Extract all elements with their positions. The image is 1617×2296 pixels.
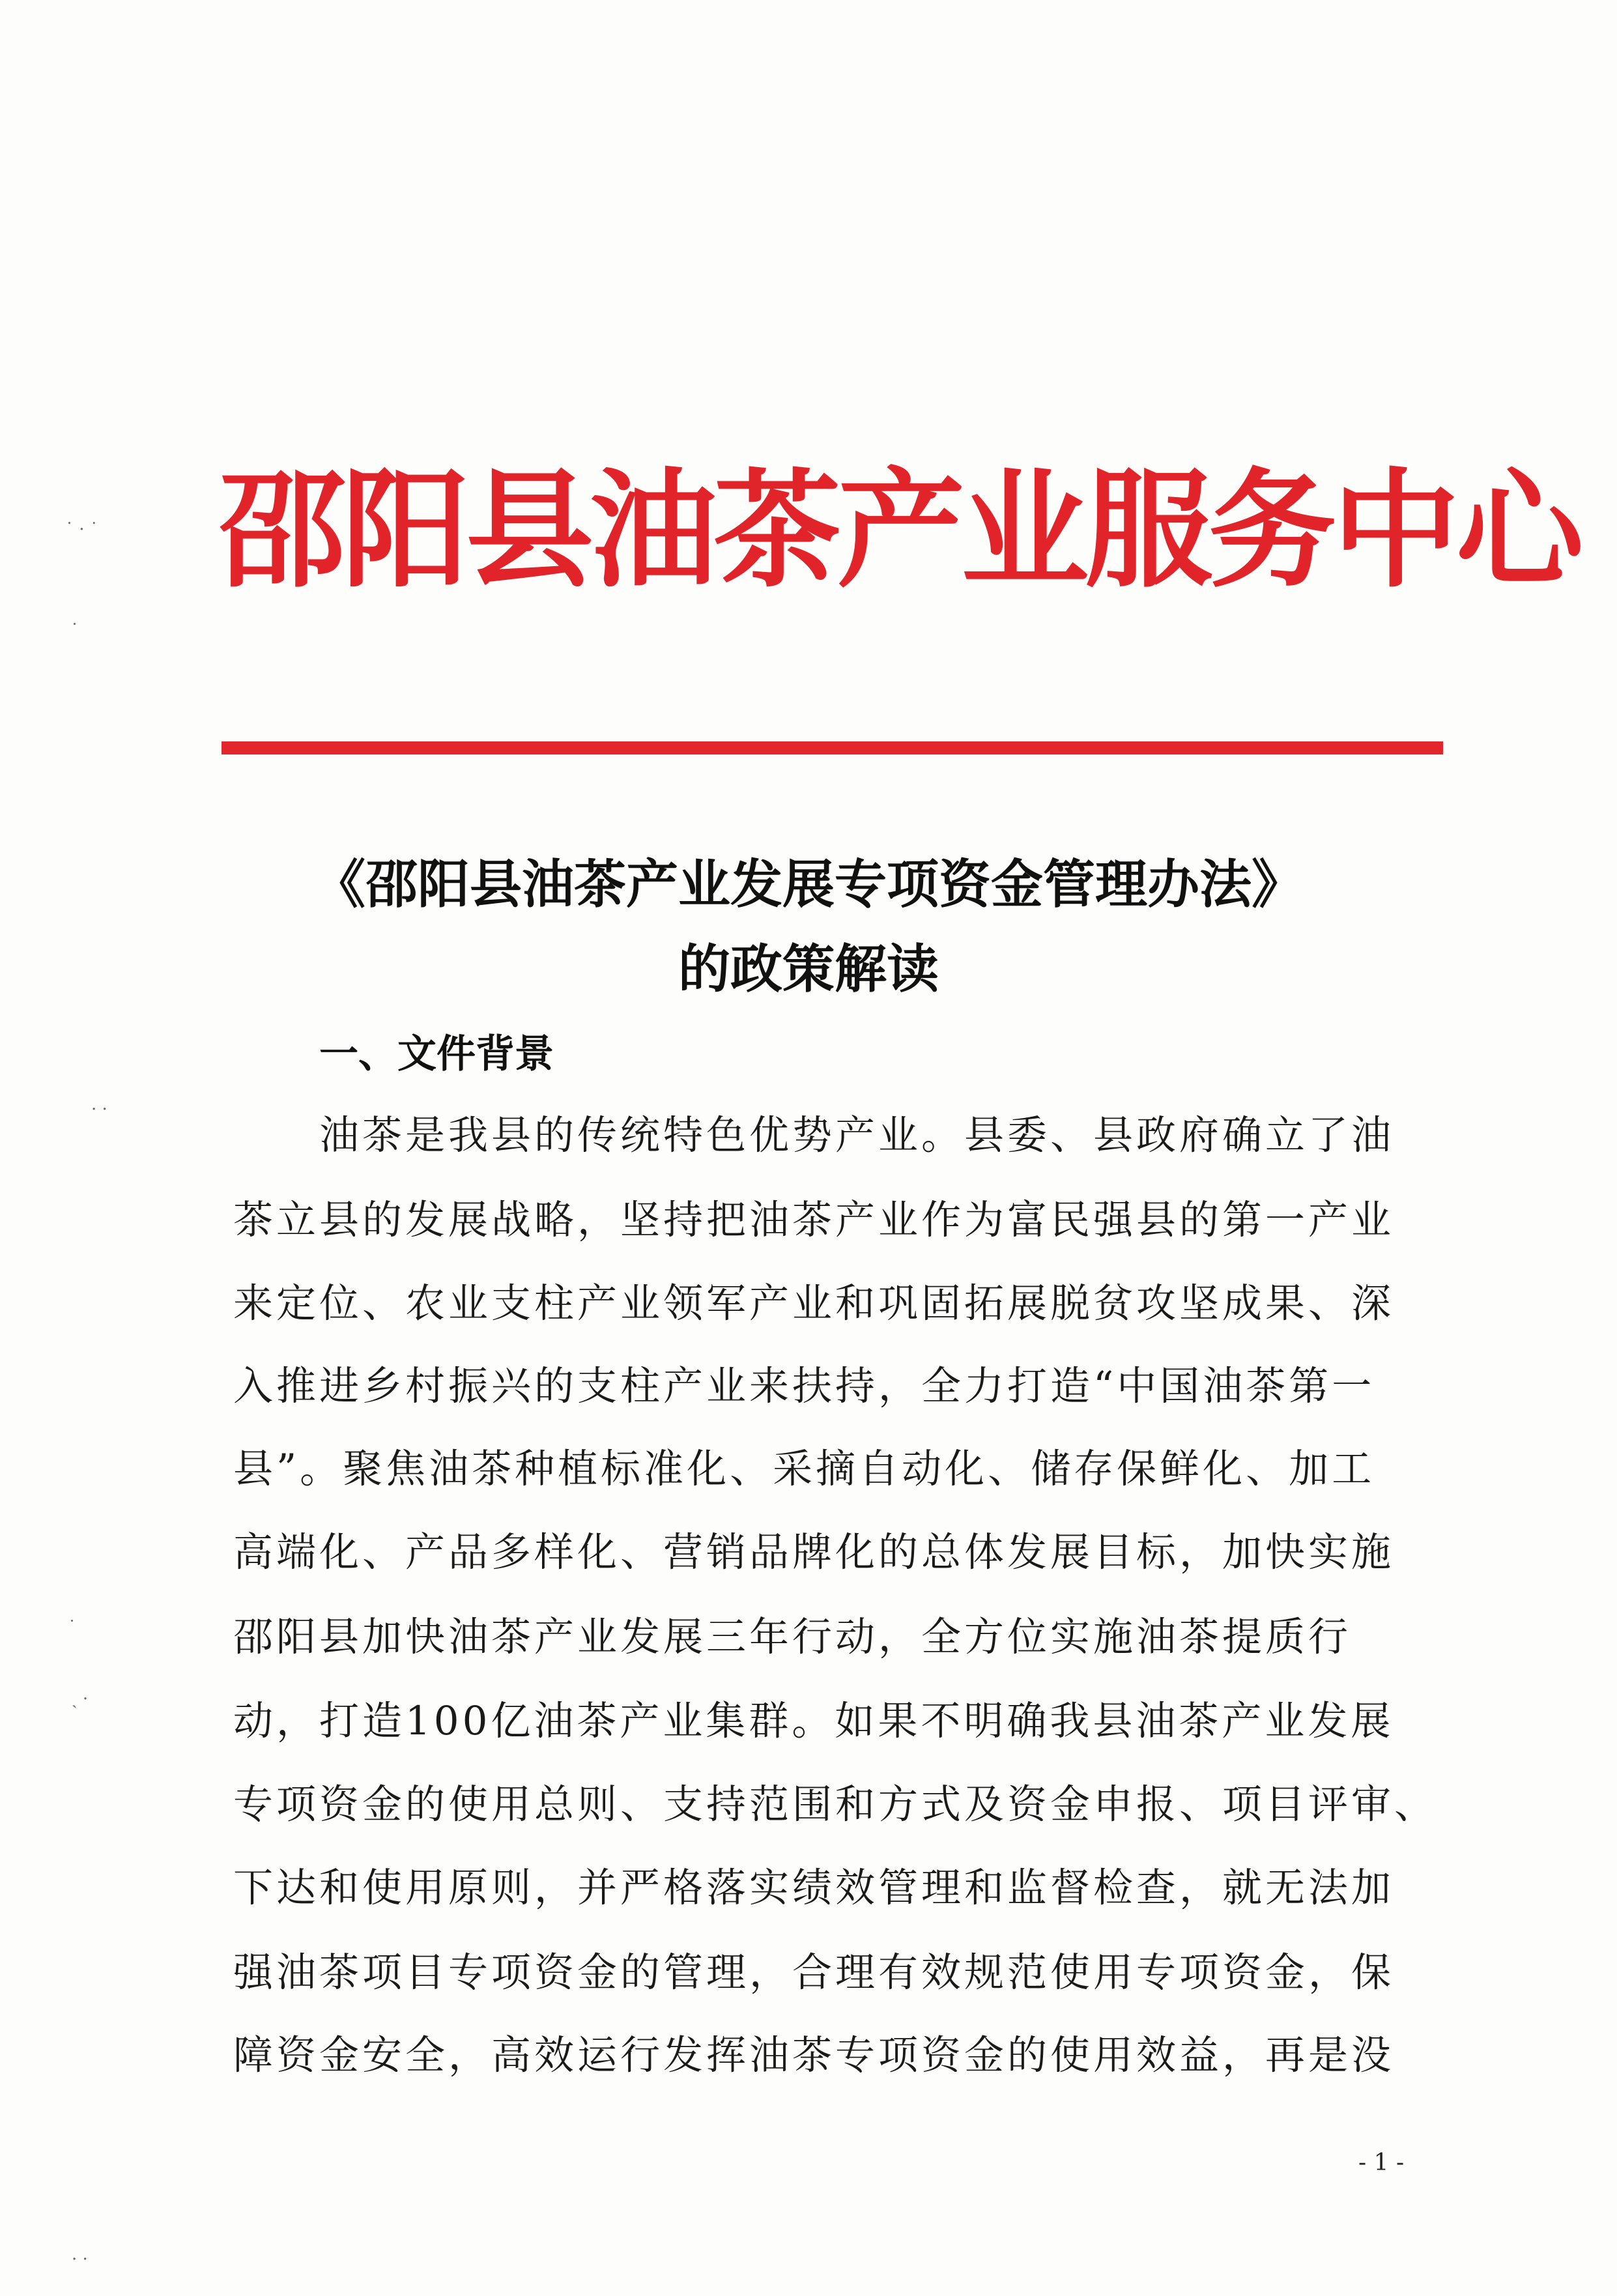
body-line: 下达和使用原则，并严格落实绩效管理和监督检查，就无法加: [233, 1865, 1395, 1911]
body-line: 高端化、产品多样化、营销品牌化的总体发展目标，加快实施: [233, 1529, 1395, 1575]
body-line: 茶立县的发展战略，坚持把油茶产业作为富民强县的第一产业: [233, 1197, 1395, 1243]
scan-speck: ˙: [70, 621, 79, 640]
scan-speck: · ·: [72, 2250, 88, 2269]
scan-speck: · ·: [91, 1100, 107, 1119]
body-line: 动，打造100亿油茶产业集群。如果不明确我县油茶产业发展: [233, 1698, 1394, 1744]
body-line: 来定位、农业支柱产业领军产业和巩固拓展脱贫攻坚成果、深: [233, 1280, 1395, 1327]
body-line: 强油茶项目专项资金的管理，合理有效规范使用专项资金，保: [233, 1949, 1395, 1996]
letterhead-red-rule: [222, 741, 1443, 754]
scan-speck: ˎ ·: [72, 1689, 89, 1709]
document-title-line-2: 的政策解读: [678, 938, 939, 999]
scan-speck: ˙ · ˙: [65, 520, 98, 539]
body-line: 邵阳县加快油茶产业发展三年行动，全方位实施油茶提质行: [233, 1614, 1352, 1660]
body-line: 入推进乡村振兴的支柱产业来扶持，全力打造“中国油茶第一: [233, 1363, 1375, 1409]
body-line: 障资金安全，高效运行发挥油茶专项资金的使用效益，再是没: [233, 2032, 1395, 2078]
body-line: 专项资金的使用总则、支持范围和方式及资金申报、项目评审、: [233, 1781, 1438, 1828]
section-heading: 一、文件背景: [319, 1031, 554, 1077]
body-line: 县”。聚焦油茶种植标准化、采摘自动化、储存保鲜化、加工: [233, 1446, 1375, 1492]
body-line: 油茶是我县的传统特色优势产业。县委、县政府确立了油: [319, 1112, 1395, 1158]
scan-speck: ˙: [68, 1618, 76, 1637]
page-number: - 1 -: [1358, 2149, 1405, 2176]
letterhead-organization-name: 邵阳县油茶产业服务中心: [218, 457, 1581, 605]
document-title-line-1: 《邵阳县油茶产业发展专项资金管理办法》: [313, 854, 1304, 915]
